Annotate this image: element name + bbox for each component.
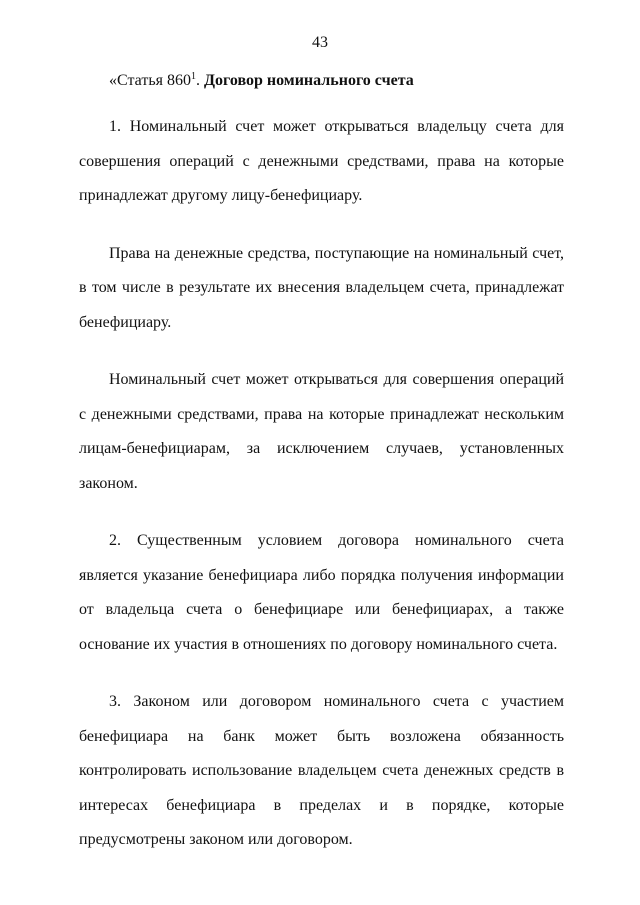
article-heading — [79, 64, 564, 98]
page-number: 43 — [312, 34, 328, 51]
article-heading-separator: . — [195, 72, 204, 89]
article-number: «Статья 860 — [109, 72, 191, 89]
paragraph-3: Номинальный счет может открываться для совершения операций с денежными средствами, права на которые принадлежат нескольким лицам-бенефициарам, за исключением случаев, установленных законом. — [79, 371, 564, 492]
paragraph-4: 2. Существенным условием договора номинального счета является указание бенефициара либо порядка получения информации от владельца счета о бенефициаре или бенефициарах, а также основание их участия в отношениях по договору номинального счета. — [79, 532, 564, 653]
article-title: Договор номинального счета — [203, 72, 414, 89]
paragraph-5: 3. Законом или договором номинального счета с участием бенефициара на банк может быть возложена обязанность контролировать использование владельцем счета денежных средств в интересах бенефициара в пределах и в порядке, которые предусмотрены законом или договором. — [79, 693, 564, 848]
paragraph-2: Права на денежные средства, поступающие на номинальный счет, в том числе в результате их внесения владельцем счета, принадлежат бенефициару. — [79, 244, 564, 331]
paragraph-1: 1. Номинальный счет может открываться владельцу счета для совершения операций с денежными средствами, права на которые принадлежат другому лицу-бенефициару. — [79, 118, 564, 204]
article-number-superscript: 1 — [190, 71, 196, 82]
document-body — [79, 64, 564, 881]
